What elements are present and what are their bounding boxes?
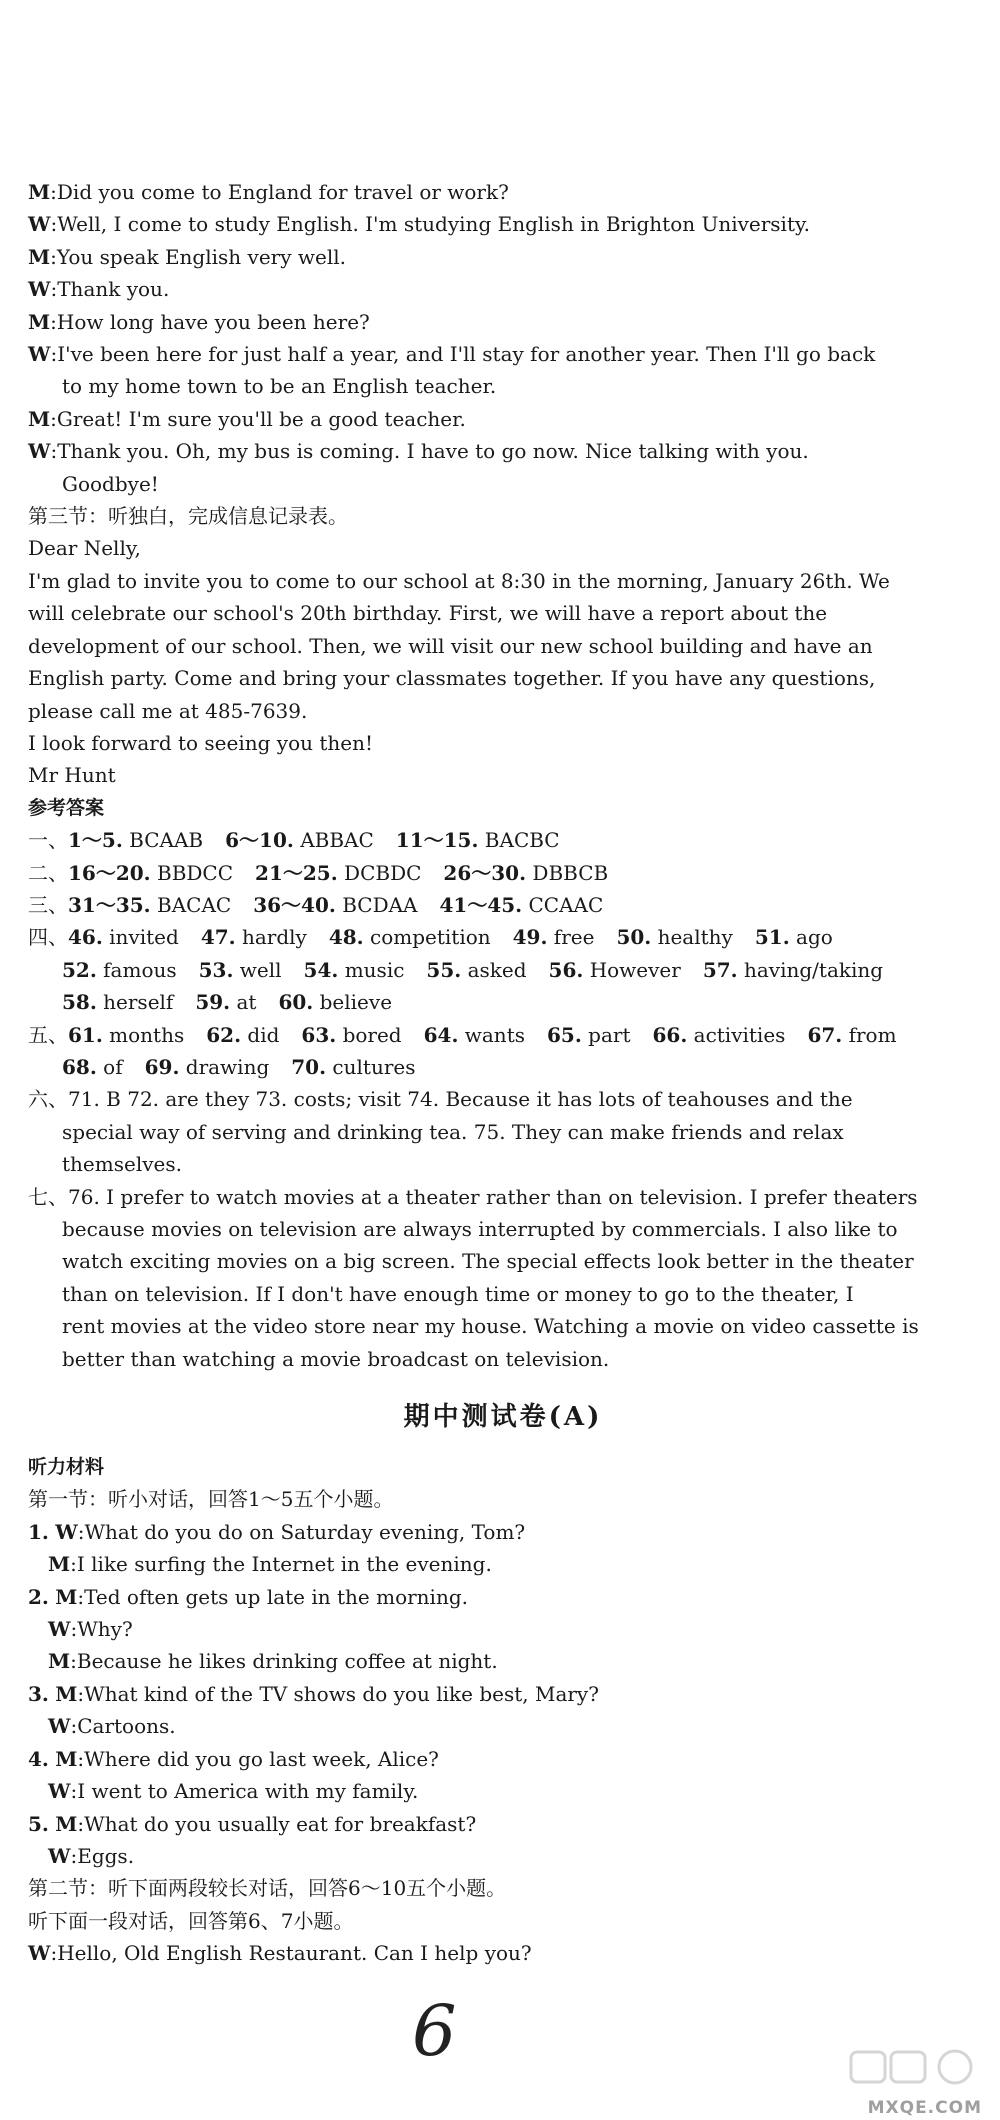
answer-row-seven-cont: because movies on television are always interrupted by commercials. I also like to [62,1217,898,1241]
speaker: W [28,1941,51,1966]
dialogue-line: M:Because he likes drinking coffee at night. [48,1649,498,1674]
answer-num: 67. [807,1022,843,1047]
answer-row-four-cont [28,986,978,1018]
answer-value: DCBDC [344,860,422,885]
answer-num: 64. [423,1022,459,1047]
answer-range: 16～20. [68,860,151,885]
speaker: W [28,439,51,464]
dialogue-line: W:Eggs. [48,1843,135,1868]
answer-row-six-cont: special way of serving and drinking tea. 75. They can make friends and relax [62,1119,844,1144]
utterance: I went to America with my family. [77,1779,419,1804]
dialogue-line: 4. M:Where did you go last week, Alice? [28,1746,439,1771]
answer-value: BCDAA [342,892,418,917]
speaker: W [55,1519,78,1544]
section-label: 四、 [28,925,68,950]
answer-row-three [28,889,978,921]
answer-value: free [553,925,595,950]
letter-body-line: I'm glad to invite you to come to our school at 8:30 in the morning, January 26th. We [28,568,890,593]
dialogue-line: 5. M:What do you usually eat for breakfast? [28,1811,477,1836]
answer-num: 63. [301,1022,337,1047]
speaker: M [28,180,51,204]
answer-row-seven-cont: than on television. If I don't have enough time or money to go to the theater, I [62,1281,854,1306]
answer-num: 61. [68,1022,103,1047]
question-number: 1. [28,1519,49,1544]
answer-num: 50. [616,925,652,950]
answer-num: 62. [206,1022,242,1047]
answer-value: CCAAC [528,892,604,917]
listening-heading: 听力材料 [28,1456,105,1479]
subsection-heading: 听下面一段对话，回答第6、7小题。 [28,1908,354,1933]
answer-value: from [848,1022,897,1047]
answer-value: herself [103,990,174,1015]
utterance: Thank you. Oh, my bus is coming. I have to go now. Nice talking with you. [57,439,809,464]
section-label: 二、 [28,860,68,885]
dialogue-line: 1. W:What do you do on Saturday evening, Tom? [28,1519,526,1544]
dialogue-line: W:I've been here for just half a year, and I'll stay for another year. Then I'll go back [28,342,876,367]
speaker: W [48,1617,71,1642]
answer-row-four-cont [28,954,978,986]
dialogue-line: 3. M:What kind of the TV shows do you like best, Mary? [28,1681,599,1706]
letter-body-line: will celebrate our school's 20th birthday. First, we will have a report about the [28,601,828,626]
dialogue-block [28,176,978,500]
answer-row-seven-cont: rent movies at the video store near my house. Watching a movie on video cassette is [62,1314,919,1339]
answer-num: 58. [62,990,97,1015]
answer-value: healthy [657,925,733,950]
answer-range: 11～15. [395,828,479,853]
answer-value: music [344,957,405,982]
answer-value: cultures [332,1054,416,1079]
dialogue-line: W:Cartoons. [48,1714,176,1739]
answer-row-six-cont: themselves. [62,1152,182,1177]
answer-num: 59. [195,990,231,1015]
answer-value: BBDCC [157,860,234,885]
section-heading: 第一节：听小对话，回答1～5五个小题。 [28,1487,394,1512]
speaker: W [48,1779,71,1804]
answer-num: 68. [62,1054,97,1079]
question-number: 4. [28,1746,49,1771]
answer-value: wants [464,1022,525,1047]
answer-value: bored [342,1022,402,1047]
dialogue-line: M:Did you come to England for travel or work? [28,180,509,204]
answer-num: 55. [426,957,462,982]
speaker: W [28,212,51,237]
utterance: Where did you go last week, Alice? [84,1746,439,1771]
answer-range: 21～25. [255,860,338,885]
utterance: Why? [77,1617,133,1642]
section-label: 一、 [28,828,68,853]
answers-heading: 参考答案 [28,796,105,819]
answer-value: at [236,990,257,1015]
utterance: You speak English very well. [56,244,346,269]
question-number: 3. [28,1681,49,1706]
speaker: M [55,1681,78,1706]
answer-num: 48. [328,925,364,950]
answer-num: 69. [144,1054,180,1079]
answer-num: 65. [547,1022,582,1047]
answer-range: 1～5. [68,828,123,853]
dialogue-line: W:I went to America with my family. [48,1779,419,1804]
utterance: Ted often gets up late in the morning. [84,1584,468,1609]
speaker: M [55,1746,78,1771]
answer-key [28,824,978,1375]
speaker: M [48,1649,71,1674]
answer-num: 66. [652,1022,688,1047]
watermark-text: MXQE.COM [867,2098,982,2118]
answer-num: 57. [702,957,738,982]
answer-value: However [589,957,681,982]
dialogue-line: W:Hello, Old English Restaurant. Can I help you? [28,1941,532,1966]
speaker: M [55,1811,78,1836]
section-label: 五、 [28,1022,68,1047]
dialogue-line: M:How long have you been here? [28,309,370,334]
dialogue-line-continued: Goodbye! [62,471,159,496]
section-label: 六、 [28,1087,68,1112]
answer-value: BACBC [484,828,560,853]
document-page [28,176,978,1970]
short-dialogues [28,1516,978,1872]
speaker: M [28,309,51,334]
handwritten-page-number: 6 [412,1990,457,2072]
answer-row-seven-cont: better than watching a movie broadcast on television. [62,1346,610,1371]
answer-value: did [247,1022,280,1047]
utterance: I like surfing the Internet in the evening. [76,1552,492,1577]
letter-body-line: English party. Come and bring your classmates together. If you have any questions, [28,666,876,691]
dialogue-line-continued: to my home town to be an English teacher. [62,374,497,399]
dialogue-line: W:Thank you. [28,277,170,302]
answer-num: 46. [68,925,103,950]
answer-range: 41～45. [439,892,523,917]
answer-value: drawing [185,1054,270,1079]
speaker: W [28,342,51,367]
utterance: I've been here for just half a year, and I'll stay for another year. Then I'll go back [57,342,876,367]
dialogue-line: W:Well, I come to study English. I'm studying English in Brighton University. [28,212,810,237]
utterance: Did you come to England for travel or work? [56,180,509,204]
dialogue-line: M:Great! I'm sure you'll be a good teacher. [28,406,466,431]
exam-title: 期中测试卷(A) [403,1402,603,1433]
answer-row-five-cont [28,1051,978,1083]
utterance: What kind of the TV shows do you like best, Mary? [84,1681,599,1706]
letter-greeting: Dear Nelly, [28,536,141,561]
dialogue-line: M:You speak English very well. [28,244,346,269]
section-heading: 第三节：听独白，完成信息记录表。 [28,504,348,529]
answer-value: part [588,1022,631,1047]
answer-value: asked [467,957,527,982]
answer-value: ABBAC [300,828,374,853]
speaker: W [48,1843,71,1868]
letter-body-line: please call me at 485-7639. [28,698,308,723]
answer-row-seven [28,1181,978,1213]
utterance: What do you usually eat for breakfast? [84,1811,477,1836]
utterance: Because he likes drinking coffee at night. [76,1649,498,1674]
answer-num: 53. [198,957,234,982]
answer-num: 51. [754,925,790,950]
answer-value: competition [370,925,491,950]
answer-value: ago [796,925,833,950]
utterance: Great! I'm sure you'll be a good teacher. [56,406,466,431]
answer-num: 56. [548,957,584,982]
answer-num: 47. [200,925,236,950]
answer-value: famous [103,957,177,982]
section-label: 七、 [28,1184,68,1209]
answer-row-six [28,1083,978,1115]
answer-row-seven-cont: watch exciting movies on a big screen. The special effects look better in the theater [62,1249,914,1274]
letter-signature: Mr Hunt [28,763,116,788]
answer-text: 76. I prefer to watch movies at a theater rather than on television. I prefer theaters [68,1184,918,1209]
answer-range: 36～40. [253,892,336,917]
answer-value: BACAC [157,892,232,917]
utterance: How long have you been here? [56,309,370,334]
dialogue-line: W:Thank you. Oh, my bus is coming. I have to go now. Nice talking with you. [28,439,809,464]
speaker: W [28,277,51,302]
answer-value: months [109,1022,185,1047]
section-label: 三、 [28,892,68,917]
dialogue-line: 2. M:Ted often gets up late in the morning. [28,1584,468,1609]
answer-row-four [28,921,978,953]
answer-row-five [28,1019,978,1051]
letter-body-line: development of our school. Then, we will visit our new school building and have an [28,633,873,658]
utterance: What do you do on Saturday evening, Tom? [84,1519,526,1544]
answer-value: believe [319,990,393,1015]
answer-num: 49. [512,925,548,950]
answer-text: 71. B 72. are they 73. costs; visit 74. Because it has lots of teahouses and the [68,1087,853,1112]
answer-range: 26～30. [443,860,527,885]
answer-value: BCAAB [129,828,204,853]
answer-value: DBBCB [532,860,609,885]
utterance: Hello, Old English Restaurant. Can I help you? [57,1941,532,1966]
question-number: 2. [28,1584,49,1609]
answer-value: of [103,1054,123,1079]
utterance: Thank you. [57,277,170,302]
speaker: M [48,1552,71,1577]
answer-num: 54. [303,957,339,982]
section-heading: 第二节：听下面两段较长对话，回答6～10五个小题。 [28,1876,507,1901]
dialogue-line: W:Why? [48,1617,133,1642]
dialogue-line: M:I like surfing the Internet in the evening. [48,1552,492,1577]
answer-value: having/taking [743,957,884,982]
answer-num: 70. [291,1054,327,1079]
answer-value: invited [109,925,179,950]
answer-range: 6～10. [225,828,294,853]
letter [28,532,978,791]
answer-value: hardly [241,925,307,950]
speaker: M [28,244,51,269]
answer-num: 52. [62,957,97,982]
question-number: 5. [28,1811,49,1836]
letter-closing: I look forward to seeing you then! [28,730,374,755]
utterance: Well, I come to study English. I'm studying English in Brighton University. [57,212,810,237]
utterance: Eggs. [77,1843,135,1868]
speaker: M [55,1584,78,1609]
answer-value: activities [693,1022,786,1047]
answer-row-two [28,857,978,889]
answer-value: well [239,957,282,982]
speaker: W [48,1714,71,1739]
utterance: Cartoons. [77,1714,176,1739]
speaker: M [28,406,51,431]
answer-range: 31～35. [68,892,151,917]
answer-row-one [28,824,978,856]
answer-num: 60. [278,990,314,1015]
